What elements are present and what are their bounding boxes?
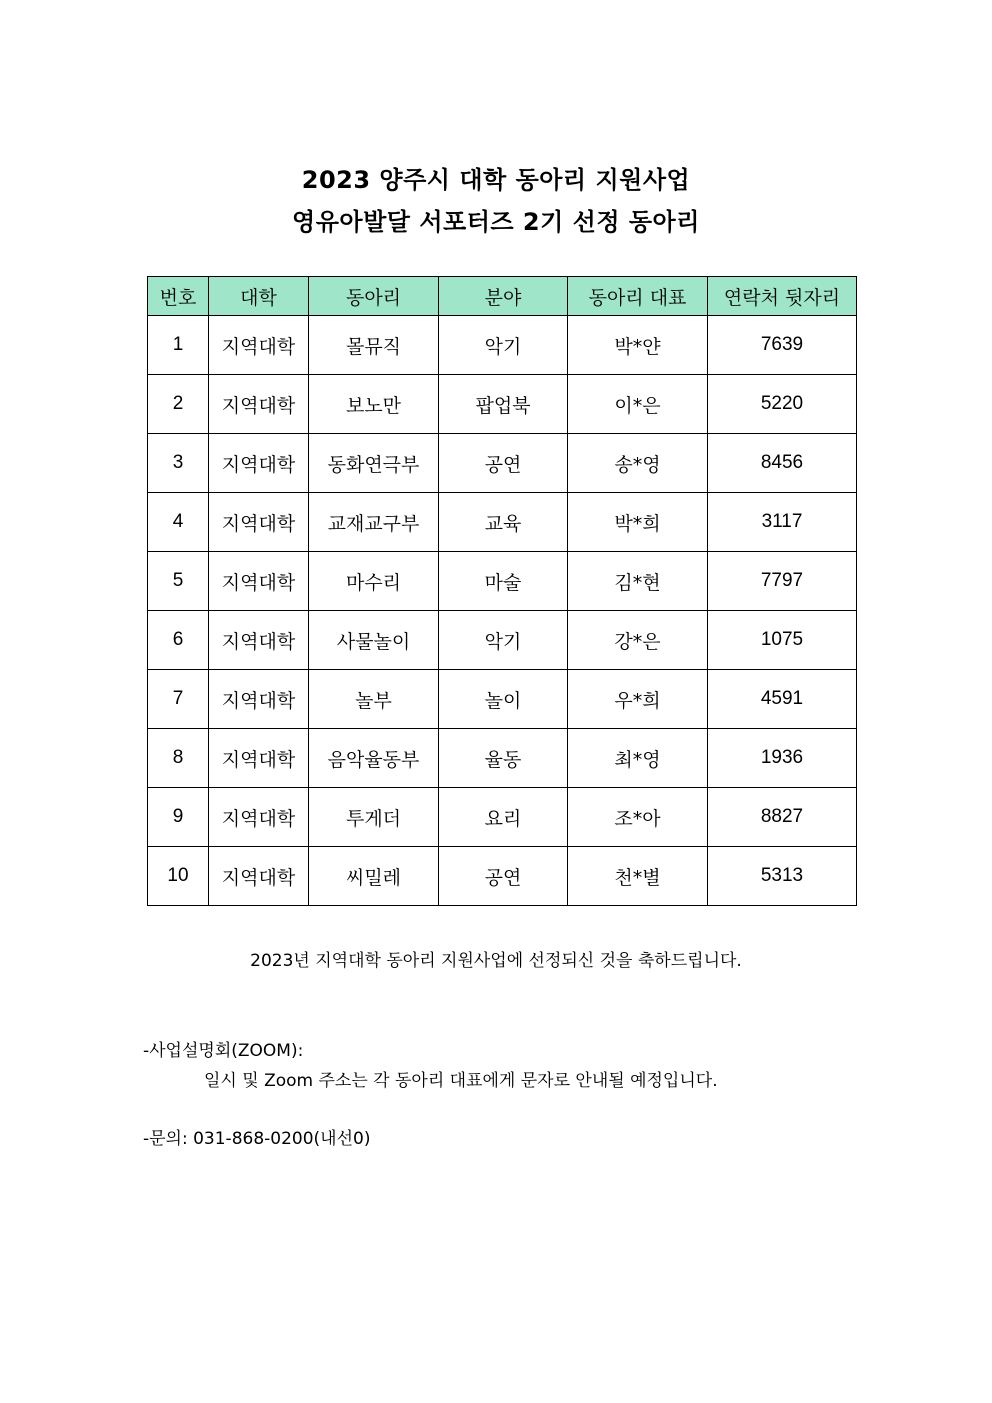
cell-contact: 7639 [708, 316, 857, 375]
cell-university: 지역대학 [209, 670, 309, 729]
cell-contact: 1936 [708, 729, 857, 788]
cell-university: 지역대학 [209, 729, 309, 788]
title-line-2: 영유아발달 서포터즈 2기 선정 동아리 [292, 208, 700, 236]
cell-representative: 박*희 [568, 493, 708, 552]
cell-university: 지역대학 [209, 375, 309, 434]
cell-university: 지역대학 [209, 434, 309, 493]
cell-field: 놀이 [439, 670, 568, 729]
cell-representative: 강*은 [568, 611, 708, 670]
cell-representative: 김*현 [568, 552, 708, 611]
cell-representative: 최*영 [568, 729, 708, 788]
briefing-label: -사업설명회(ZOOM): [143, 1041, 304, 1061]
cell-university: 지역대학 [209, 316, 309, 375]
cell-club: 놀부 [309, 670, 439, 729]
cell-field: 요리 [439, 788, 568, 847]
cell-club: 사물놀이 [309, 611, 439, 670]
cell-club: 동화연극부 [309, 434, 439, 493]
cell-number: 10 [148, 847, 209, 906]
cell-field: 교육 [439, 493, 568, 552]
table-row [148, 375, 857, 434]
cell-club: 음악율동부 [309, 729, 439, 788]
cell-contact: 8456 [708, 434, 857, 493]
cell-field: 악기 [439, 316, 568, 375]
cell-number: 9 [148, 788, 209, 847]
cell-number: 7 [148, 670, 209, 729]
cell-university: 지역대학 [209, 788, 309, 847]
header-university: 대학 [209, 277, 309, 316]
cell-contact: 1075 [708, 611, 857, 670]
cell-club: 보노만 [309, 375, 439, 434]
cell-field: 마술 [439, 552, 568, 611]
cell-field: 악기 [439, 611, 568, 670]
header-club: 동아리 [309, 277, 439, 316]
cell-number: 8 [148, 729, 209, 788]
header-representative: 동아리 대표 [568, 277, 708, 316]
cell-club: 씨밀레 [309, 847, 439, 906]
cell-field: 율동 [439, 729, 568, 788]
cell-club: 몰뮤직 [309, 316, 439, 375]
table-row [148, 552, 857, 611]
cell-number: 4 [148, 493, 209, 552]
cell-university: 지역대학 [209, 552, 309, 611]
table-row [148, 611, 857, 670]
cell-contact: 3117 [708, 493, 857, 552]
cell-university: 지역대학 [209, 611, 309, 670]
cell-field: 공연 [439, 434, 568, 493]
club-table [147, 276, 857, 906]
title-line-1: 2023 양주시 대학 동아리 지원사업 [301, 166, 691, 194]
cell-representative: 우*희 [568, 670, 708, 729]
cell-representative: 천*별 [568, 847, 708, 906]
cell-number: 6 [148, 611, 209, 670]
cell-club: 교재교구부 [309, 493, 439, 552]
cell-representative: 송*영 [568, 434, 708, 493]
cell-contact: 4591 [708, 670, 857, 729]
cell-number: 3 [148, 434, 209, 493]
table-row [148, 493, 857, 552]
table-row [148, 434, 857, 493]
cell-number: 1 [148, 316, 209, 375]
table-header-row [148, 277, 857, 316]
header-field: 분야 [439, 277, 568, 316]
table-row [148, 847, 857, 906]
cell-field: 팝업북 [439, 375, 568, 434]
cell-representative: 조*아 [568, 788, 708, 847]
cell-field: 공연 [439, 847, 568, 906]
table-row [148, 670, 857, 729]
congratulations-text: 2023년 지역대학 동아리 지원사업에 선정되신 것을 축하드립니다. [250, 951, 742, 971]
cell-contact: 8827 [708, 788, 857, 847]
cell-number: 2 [148, 375, 209, 434]
header-number: 번호 [148, 277, 209, 316]
cell-number: 5 [148, 552, 209, 611]
contact-info: -문의: 031-868-0200(내선0) [143, 1129, 371, 1149]
cell-university: 지역대학 [209, 847, 309, 906]
cell-club: 마수리 [309, 552, 439, 611]
cell-contact: 7797 [708, 552, 857, 611]
briefing-detail: 일시 및 Zoom 주소는 각 동아리 대표에게 문자로 안내될 예정입니다. [204, 1071, 718, 1091]
header-contact: 연락처 뒷자리 [708, 277, 857, 316]
table-row [148, 316, 857, 375]
cell-representative: 박*얀 [568, 316, 708, 375]
cell-university: 지역대학 [209, 493, 309, 552]
cell-contact: 5220 [708, 375, 857, 434]
cell-club: 투게더 [309, 788, 439, 847]
table-row [148, 788, 857, 847]
table-row [148, 729, 857, 788]
cell-representative: 이*은 [568, 375, 708, 434]
cell-contact: 5313 [708, 847, 857, 906]
